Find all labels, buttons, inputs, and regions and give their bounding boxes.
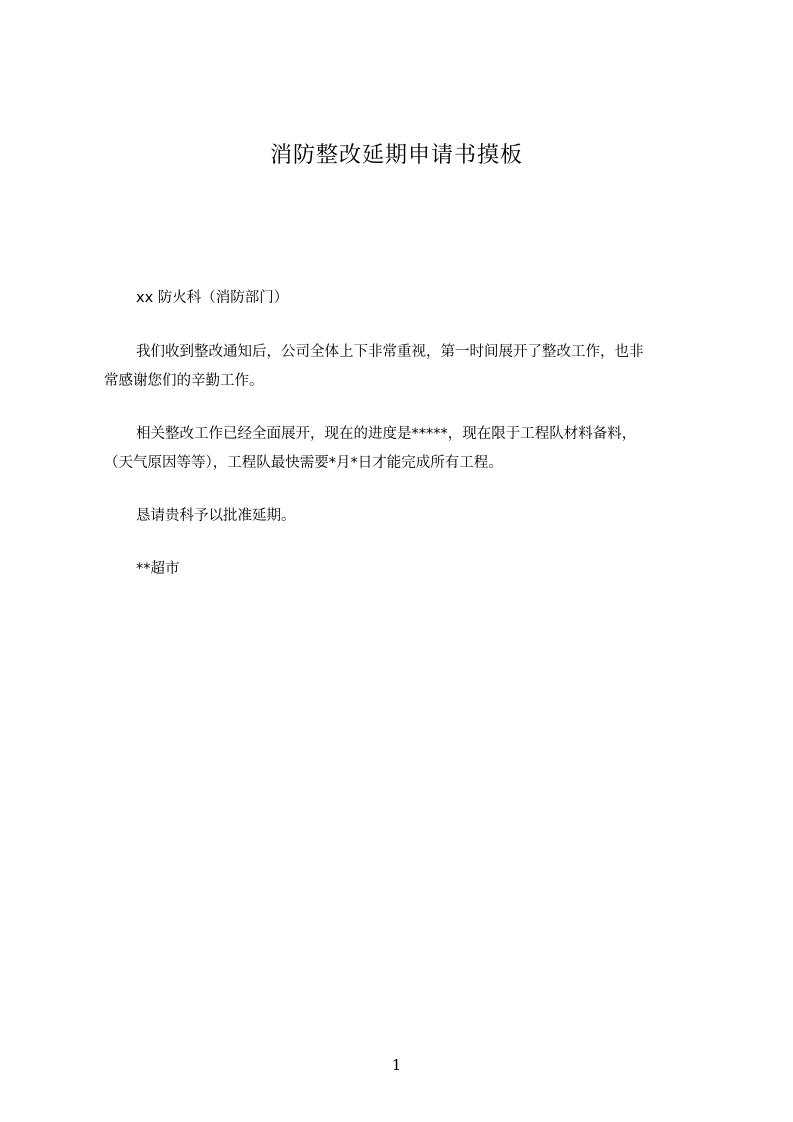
paragraph-1-line-1: 我们收到整改通知后，公司全体上下非常重视，第一时间展开了整改工作，也非 bbox=[136, 344, 644, 360]
document-title: 消防整改延期申请书摸板 bbox=[269, 143, 523, 168]
paragraph-1-line-2: 常感谢您们的辛勤工作。 bbox=[104, 373, 264, 389]
signature: **超市 bbox=[136, 561, 180, 577]
paragraph-2-line-2: （天气原因等等），工程队最快需要*月*日才能完成所有工程。 bbox=[104, 455, 503, 471]
request-line: 恳请贵科予以批准延期。 bbox=[136, 508, 296, 524]
recipient-line: xx 防火科（消防部门） bbox=[136, 290, 289, 306]
page-number: 1 bbox=[391, 1056, 402, 1074]
paragraph-2-line-1: 相关整改工作已经全面展开，现在的进度是*****，现在限于工程队材料备料， bbox=[136, 426, 637, 442]
